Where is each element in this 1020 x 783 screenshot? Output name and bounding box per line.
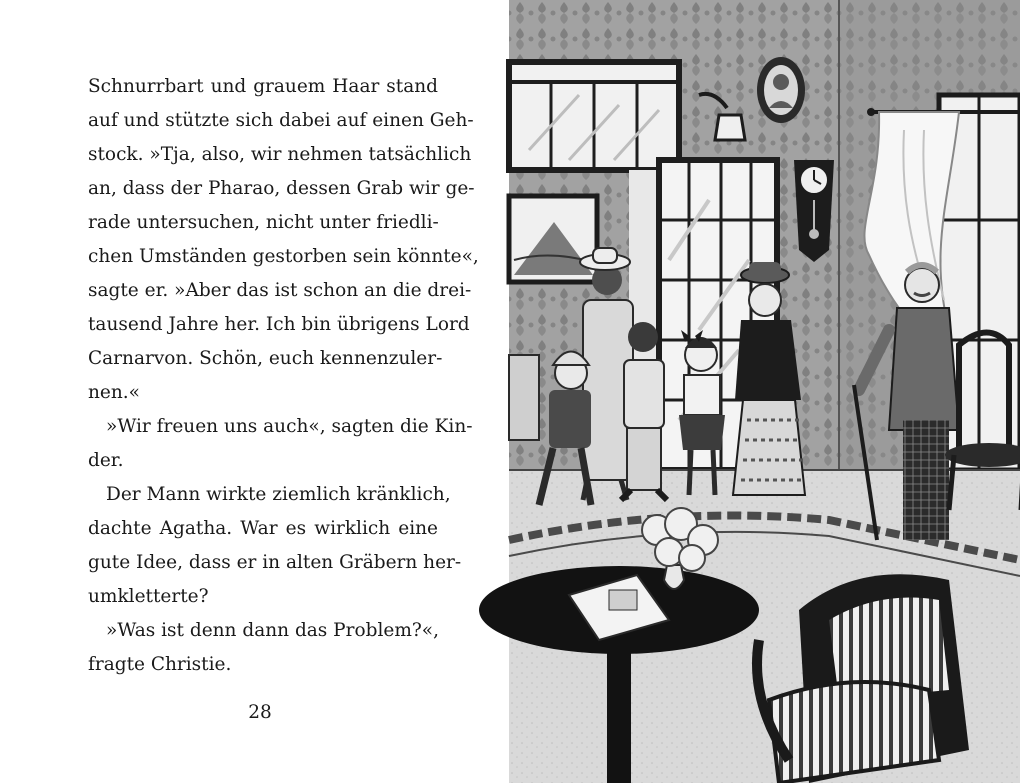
text-line: »Wir freuen uns auch«, sagten die Kin- [106,416,473,437]
text-line: Der Mann wirkte ziemlich kränklich, [106,484,451,505]
text-line: sagte er. »Aber das ist schon an die drei- [88,280,472,301]
text-line: Carnarvon. Schön, euch kennenzuler- [88,348,443,369]
text-line: nen.« [88,382,140,403]
text-line: dachte Agatha. War es wirklich eine [88,518,438,539]
text-line: chen Umständen gestorben sein könnte«, [88,246,479,267]
text-line: »Was ist denn dann das Problem?«, [106,620,439,641]
text-line: Schnurrbart und grauem Haar stand [88,76,438,97]
pyramid-painting [509,196,597,282]
flower-vase [664,565,684,589]
text-line: gute Idee, dass er in alten Gräbern her- [88,552,462,573]
text-line: tausend Jahre her. Ich bin übrigens Lord [88,314,470,335]
text-line: umkletterte? [88,586,209,607]
text-line: stock. »Tja, also, wir nehmen tatsächlich [88,144,472,165]
text-page [0,0,508,783]
text-line: rade untersuchen, nicht unter friedli- [88,212,439,233]
text-line: auf und stützte sich dabei auf einen Geh- [88,110,474,131]
wall-clock [794,160,834,262]
text-line: der. [88,450,124,471]
text-line: an, dass der Pharao, dessen Grab wir ge- [88,178,475,199]
radiator [509,355,539,440]
illustration-svg [509,0,1020,783]
text-column [88,70,479,682]
book-illustration [509,0,1020,783]
portrait-medallion [757,57,805,123]
page-number: 28 [248,702,272,723]
text-line: fragte Christie. [88,654,232,675]
